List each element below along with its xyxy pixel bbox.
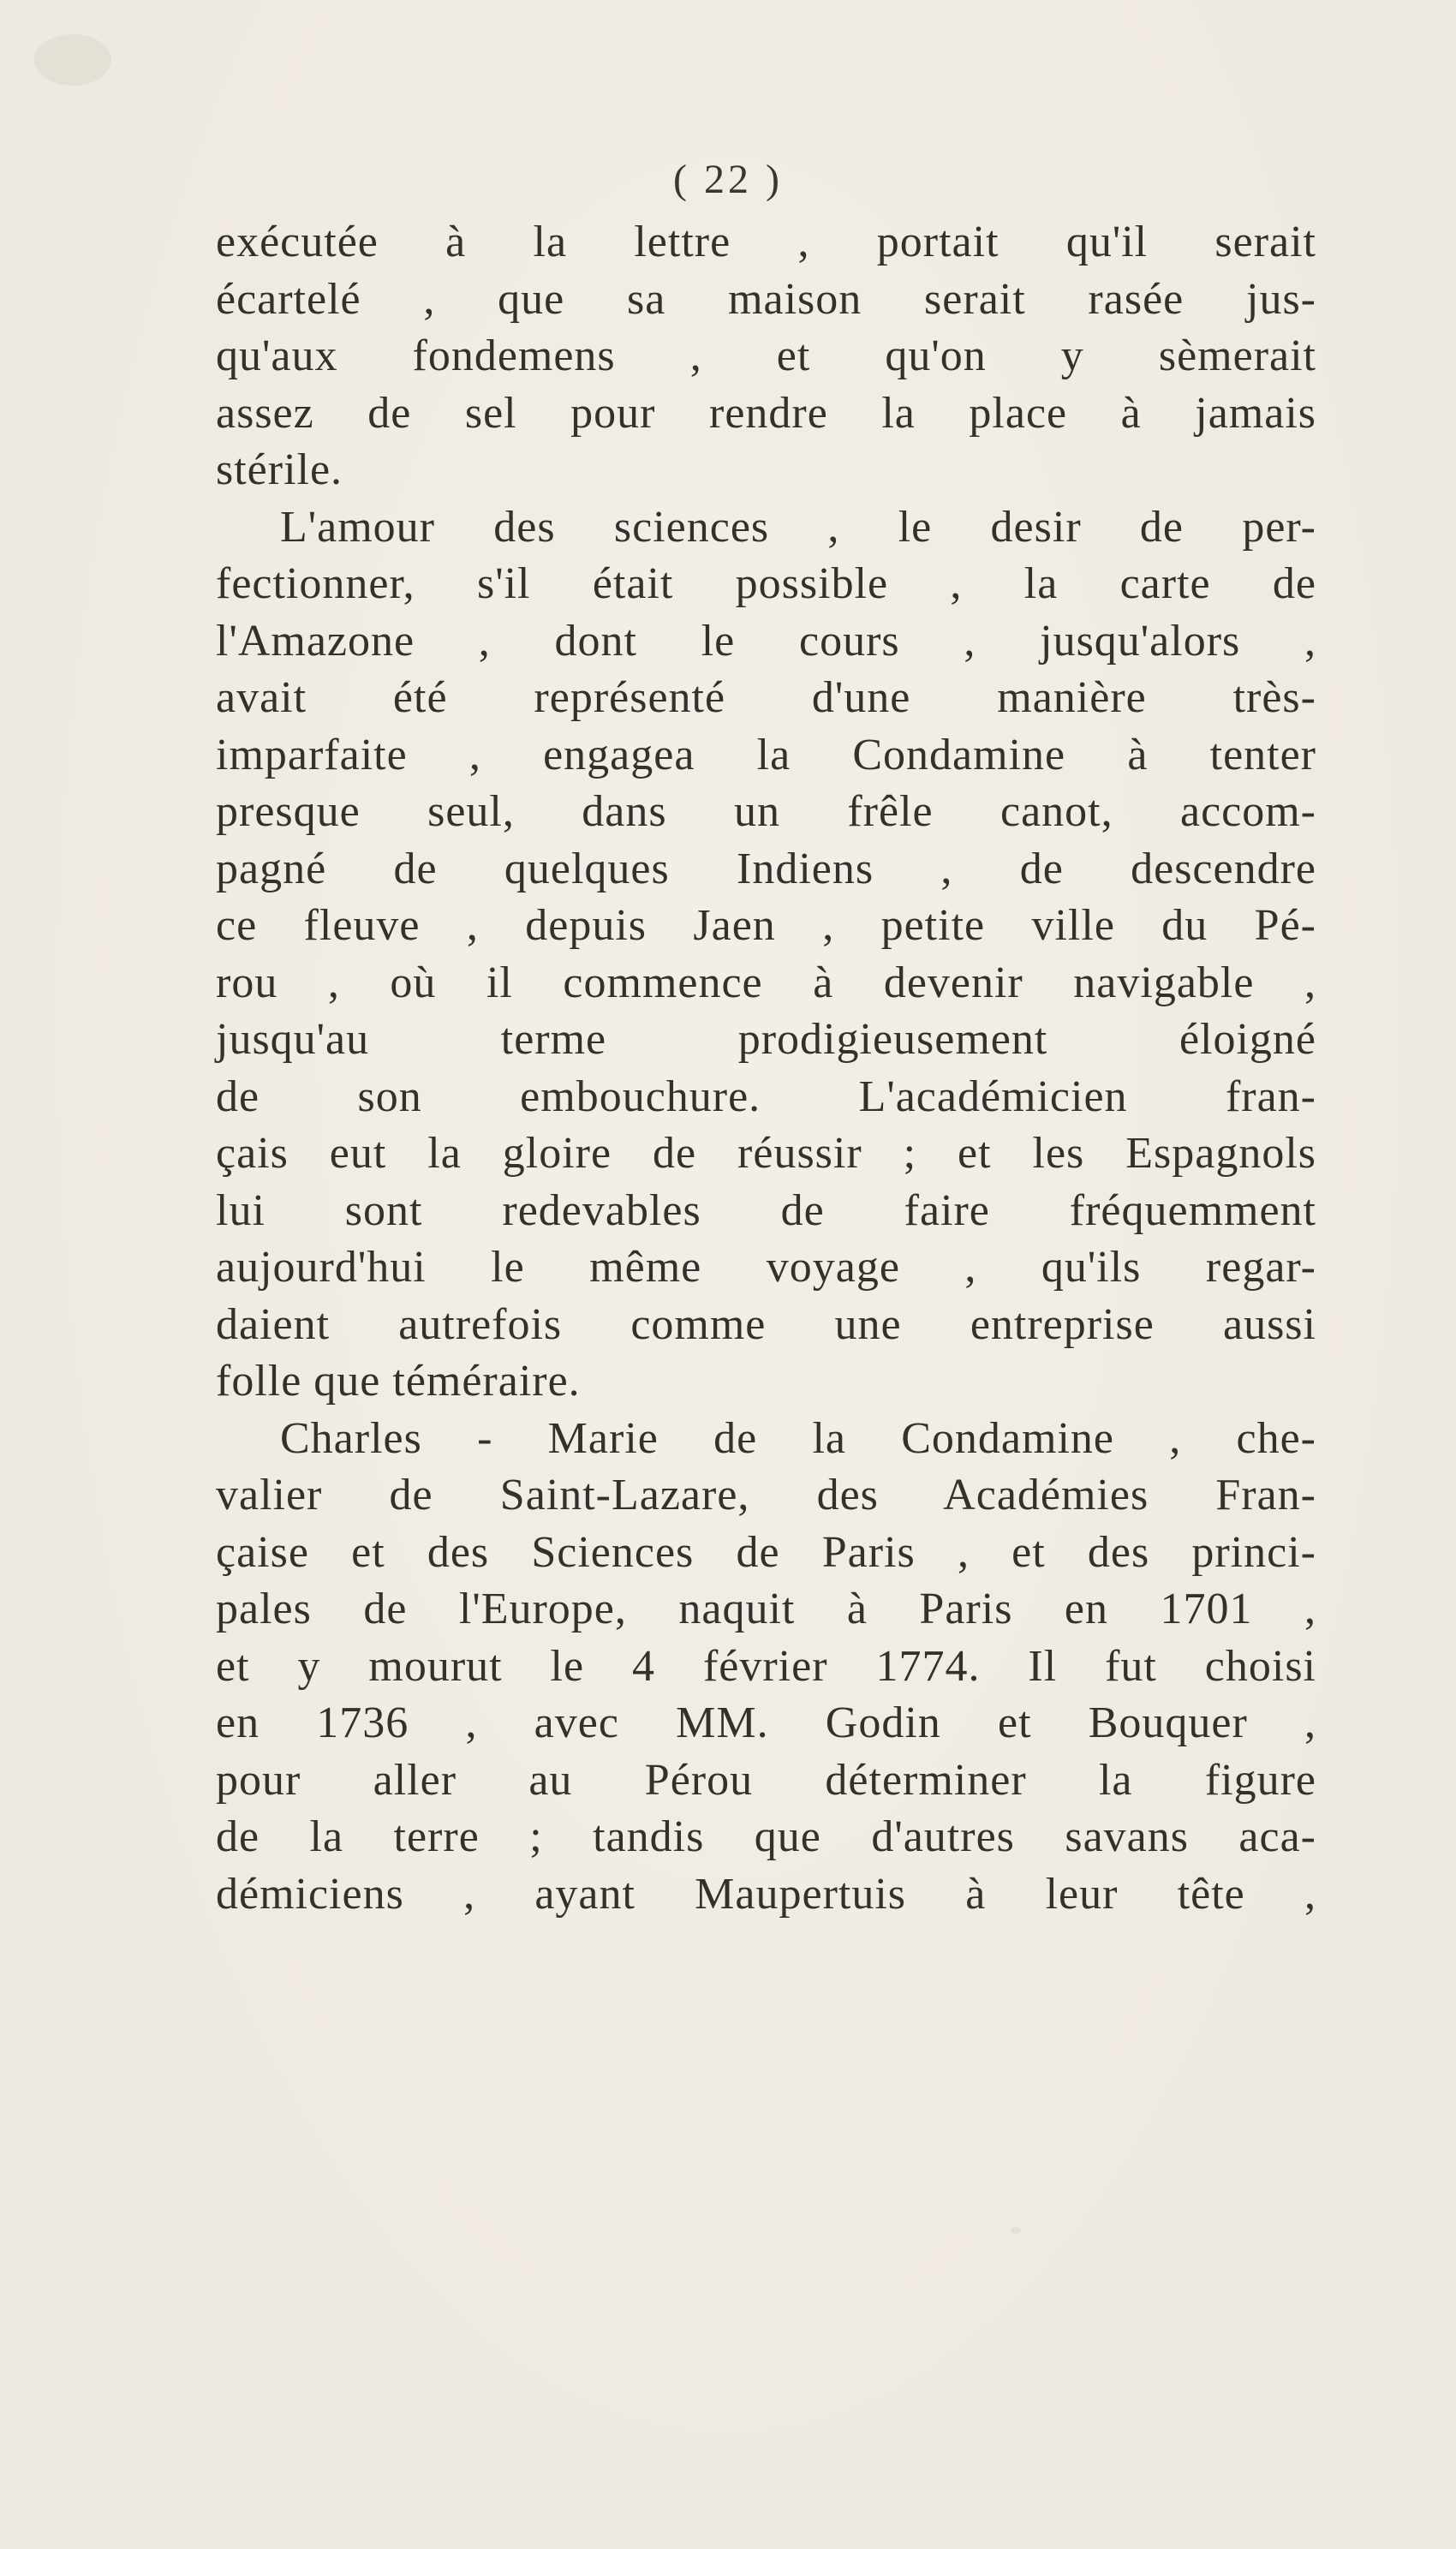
- text-line: imparfaite , engagea la Condamine à tenter: [216, 730, 1316, 779]
- text-line: folle que téméraire.: [216, 1357, 581, 1406]
- paper-stain: [1011, 2227, 1021, 2234]
- text-line: assez de sel pour rendre la place à jamais: [216, 388, 1316, 438]
- text-line: L'amour des sciences , le desir de per-: [280, 502, 1316, 552]
- text-line: çaise et des Sciences de Paris , et des princi-: [216, 1527, 1316, 1577]
- text-line: qu'aux fondemens , et qu'on y sèmerait: [216, 331, 1316, 380]
- text-line: et y mourut le 4 février 1774. Il fut choisi: [216, 1641, 1316, 1691]
- body-text: [216, 214, 1316, 1923]
- text-line: Charles - Marie de la Condamine , che-: [280, 1413, 1316, 1463]
- page-number: ( 22 ): [673, 157, 783, 202]
- text-line: fectionner, s'il était possible , la carte de: [216, 559, 1316, 608]
- text-line: rou , où il commence à devenir navigable ,: [216, 958, 1316, 1007]
- text-line: en 1736 , avec MM. Godin et Bouquer ,: [216, 1698, 1316, 1747]
- text-line: jusqu'au terme prodigieusement éloigné: [216, 1015, 1316, 1064]
- text-line: l'Amazone , dont le cours , jusqu'alors ,: [216, 616, 1316, 666]
- text-line: avait été représenté d'une manière très-: [216, 673, 1316, 722]
- text-line: ce fleuve , depuis Jaen , petite ville du Pé-: [216, 901, 1316, 950]
- text-line: stérile.: [216, 445, 343, 494]
- text-line: pales de l'Europe, naquit à Paris en 1701 ,: [216, 1585, 1316, 1633]
- text-line: écartelé , que sa maison serait rasée jus-: [216, 274, 1316, 324]
- text-line: pagné de quelques Indiens , de descendre: [216, 844, 1316, 893]
- text-line: aujourd'hui le même voyage , qu'ils regar-: [216, 1243, 1316, 1292]
- text-line: exécutée à la lettre , portait qu'il serait: [216, 218, 1316, 266]
- text-line: de la terre ; tandis que d'autres savans aca-: [216, 1812, 1316, 1861]
- text-line: lui sont redevables de faire fréquemment: [216, 1185, 1316, 1235]
- text-line: presque seul, dans un frêle canot, accom-: [216, 787, 1316, 836]
- paper-stain: [34, 34, 111, 86]
- text-line: valier de Saint-Lazare, des Académies Fran-: [216, 1471, 1316, 1519]
- text-line: de son embouchure. L'académicien fran-: [216, 1072, 1316, 1121]
- text-line: pour aller au Pérou déterminer la figure: [216, 1755, 1316, 1805]
- text-line: çais eut la gloire de réussir ; et les Espagnols: [216, 1129, 1316, 1178]
- text-line: daient autrefois comme une entreprise aussi: [216, 1299, 1316, 1349]
- text-line: démiciens , ayant Maupertuis à leur tête ,: [216, 1869, 1316, 1919]
